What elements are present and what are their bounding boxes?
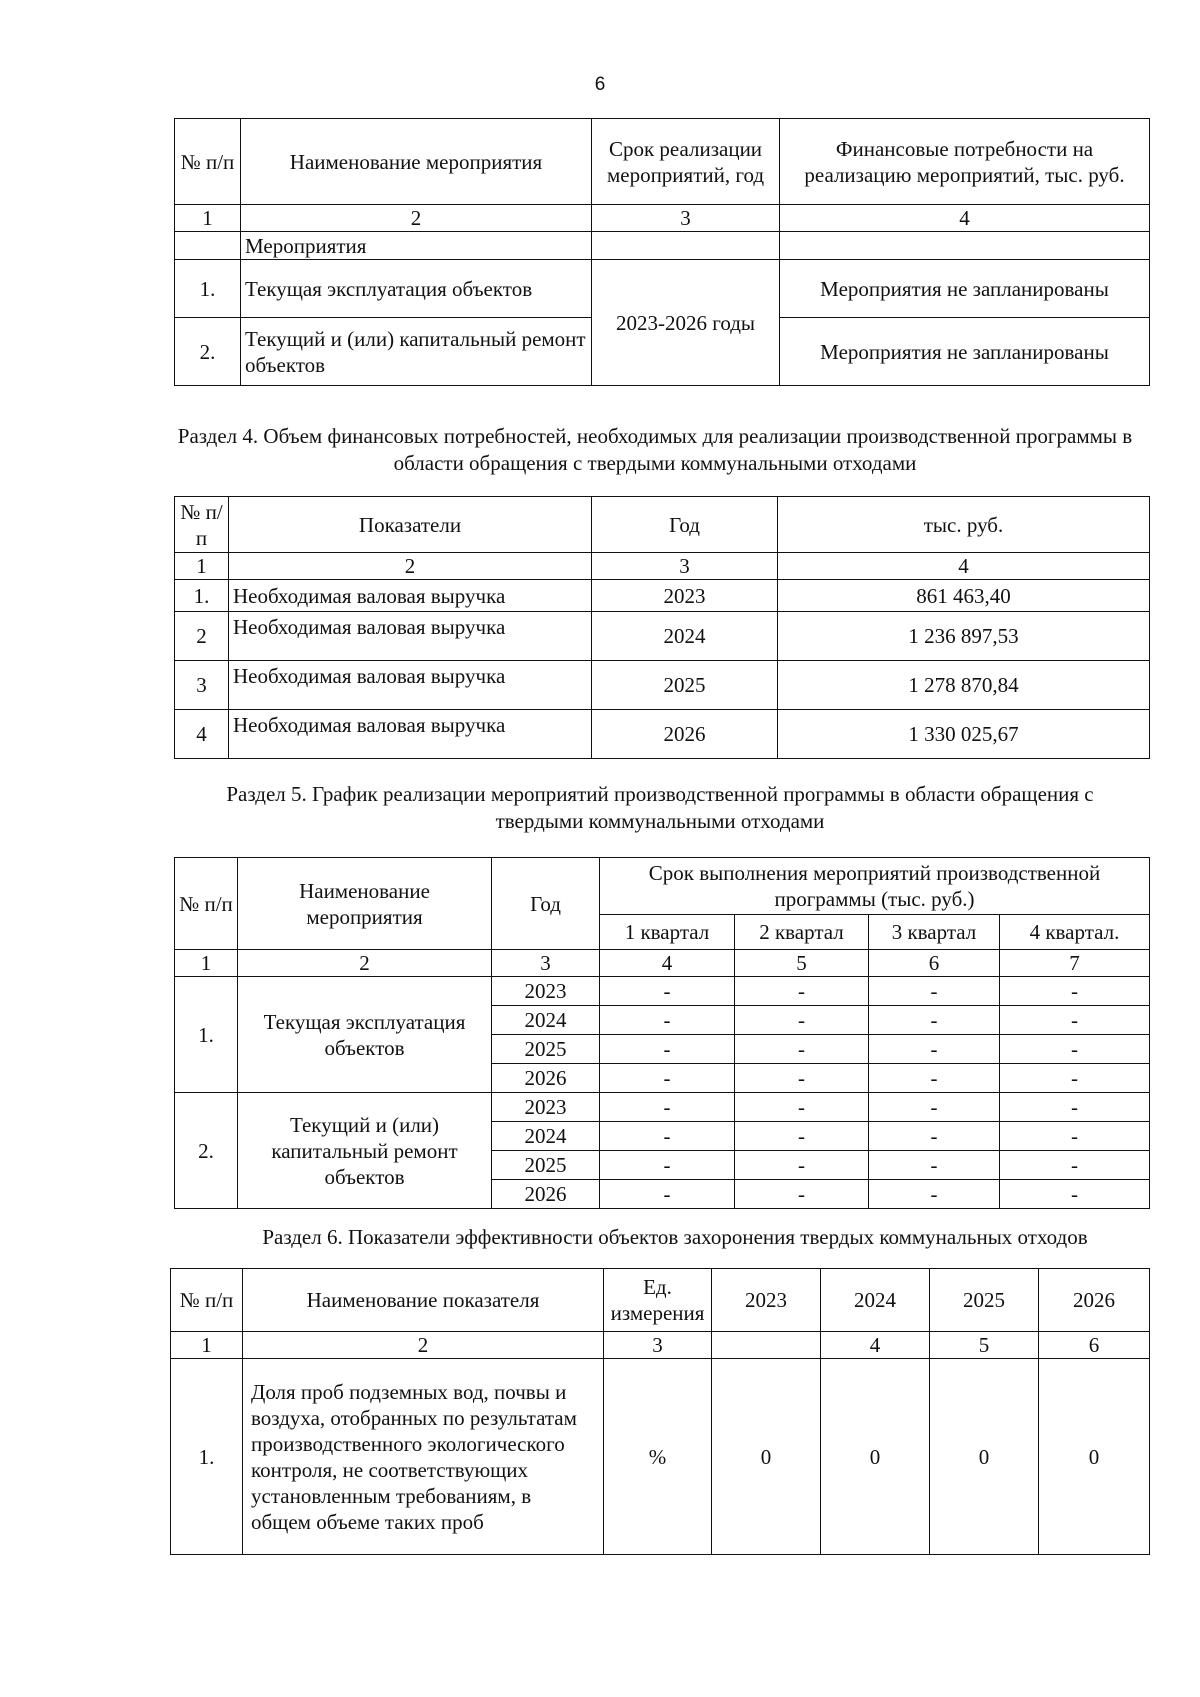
row-year: 2023	[492, 1093, 600, 1122]
row-year: 2026	[492, 1180, 600, 1209]
col-number: 6	[869, 950, 1000, 977]
empty-cell	[780, 232, 1150, 260]
quarter-value: -	[735, 1006, 869, 1035]
header-year: Год	[592, 497, 778, 553]
col-number: 4	[600, 950, 735, 977]
row-num: 3	[175, 661, 229, 710]
col-number: 1	[175, 950, 238, 977]
row-name: Доля проб подземных вод, почвы и воздуха, отобранных по результатам производственного экологического контроля, не соответствующих установленным требованиям, в общем объеме таких проб	[243, 1359, 604, 1555]
row-num: 4	[175, 710, 229, 759]
group-num: 2.	[175, 1093, 238, 1209]
quarter-value: -	[1000, 1180, 1150, 1209]
col-number: 2	[241, 205, 592, 232]
col-number: 5	[930, 1332, 1039, 1359]
quarter-value: -	[869, 1093, 1000, 1122]
table-row	[175, 710, 1150, 759]
empty-cell	[592, 232, 780, 260]
row-num: 2.	[175, 318, 241, 386]
col-number: 1	[175, 553, 229, 580]
schedule-table	[174, 857, 1150, 1209]
row-value: 861 463,40	[778, 580, 1150, 612]
header-num: № п/п	[171, 1269, 243, 1332]
quarter-value: -	[869, 977, 1000, 1006]
row-year: 2026	[492, 1064, 600, 1093]
quarter-value: -	[869, 1064, 1000, 1093]
row-value: 0	[930, 1359, 1039, 1555]
col-number: 4	[821, 1332, 930, 1359]
table-row	[175, 661, 1150, 710]
header-period: Срок выполнения мероприятий производственной программы (тыс. руб.)	[600, 858, 1150, 915]
header-quarter-1: 1 квартал	[600, 915, 735, 950]
row-year: 2026	[592, 710, 778, 759]
row-year: 2024	[492, 1006, 600, 1035]
header-name: Наименование показателя	[243, 1269, 604, 1332]
section-label: Мероприятия	[241, 232, 592, 260]
quarter-value: -	[600, 1180, 735, 1209]
row-value: 1 278 870,84	[778, 661, 1150, 710]
row-indicator: Необходимая валовая выручка	[229, 612, 592, 661]
quarter-value: -	[735, 977, 869, 1006]
col-number: 3	[492, 950, 600, 977]
quarter-value: -	[735, 1180, 869, 1209]
row-value: 0	[821, 1359, 930, 1555]
quarter-value: -	[600, 1064, 735, 1093]
col-number: 4	[778, 553, 1150, 580]
quarter-value: -	[735, 1035, 869, 1064]
efficiency-table	[170, 1268, 1150, 1555]
table-row	[175, 580, 1150, 612]
quarter-value: -	[869, 1180, 1000, 1209]
header-year: 2023	[712, 1269, 821, 1332]
header-indicator: Показатели	[229, 497, 592, 553]
header-name: Наименование мероприятия	[238, 858, 492, 950]
row-name: Текущая эксплуатация объектов	[241, 260, 592, 318]
col-number: 4	[780, 205, 1150, 232]
row-num: 1.	[171, 1359, 243, 1555]
col-number: 6	[1039, 1332, 1150, 1359]
header-unit: Ед. измерения	[604, 1269, 712, 1332]
header-value: тыс. руб.	[778, 497, 1150, 553]
row-value: 1 236 897,53	[778, 612, 1150, 661]
row-year: 2025	[492, 1035, 600, 1064]
financial-needs-table	[174, 496, 1150, 759]
row-value: 0	[712, 1359, 821, 1555]
quarter-value: -	[735, 1064, 869, 1093]
quarter-value: -	[735, 1093, 869, 1122]
quarter-value: -	[600, 1035, 735, 1064]
row-num: 1.	[175, 260, 241, 318]
col-number: 1	[175, 205, 241, 232]
quarter-value: -	[869, 1122, 1000, 1151]
col-number: 5	[735, 950, 869, 977]
group-name: Текущий и (или) капитальный ремонт объектов	[238, 1093, 492, 1209]
section6-title: Раздел 6. Показатели эффективности объектов захоронения твердых коммунальных отходов	[262, 1225, 1088, 1249]
quarter-value: -	[1000, 1122, 1150, 1151]
quarter-value: -	[869, 1151, 1000, 1180]
header-year: 2025	[930, 1269, 1039, 1332]
quarter-value: -	[1000, 1151, 1150, 1180]
page-number: 6	[594, 74, 606, 95]
table-row	[175, 977, 1150, 1006]
quarter-value: -	[735, 1151, 869, 1180]
col-number: 1	[171, 1332, 243, 1359]
col-number: 7	[1000, 950, 1150, 977]
row-year: 2023	[592, 580, 778, 612]
quarter-value: -	[600, 1151, 735, 1180]
row-finance: Мероприятия не запланированы	[780, 318, 1150, 386]
quarter-value: -	[869, 1035, 1000, 1064]
row-indicator: Необходимая валовая выручка	[229, 661, 592, 710]
row-year: 2024	[592, 612, 778, 661]
quarter-value: -	[600, 977, 735, 1006]
quarter-value: -	[1000, 1064, 1150, 1093]
table-row	[175, 612, 1150, 661]
measures-table	[174, 118, 1150, 386]
quarter-value: -	[1000, 977, 1150, 1006]
header-finance: Финансовые потребности на реализацию мероприятий, тыс. руб.	[780, 119, 1150, 205]
col-number: 2	[243, 1332, 604, 1359]
group-num: 1.	[175, 977, 238, 1093]
row-num: 1.	[175, 580, 229, 612]
header-year: Год	[492, 858, 600, 950]
header-year: 2024	[821, 1269, 930, 1332]
empty-cell	[175, 232, 241, 260]
col-number: 2	[238, 950, 492, 977]
header-num: № п/п	[175, 119, 241, 205]
row-indicator: Необходимая валовая выручка	[229, 710, 592, 759]
col-number: 2	[229, 553, 592, 580]
header-year: 2026	[1039, 1269, 1150, 1332]
row-unit: %	[604, 1359, 712, 1555]
table-row	[171, 1359, 1150, 1555]
section5-title: Раздел 5. График реализации мероприятий производственной программы в области обращения с твердыми коммунальными отходами	[226, 782, 1094, 833]
table-row	[175, 260, 1150, 318]
quarter-value: -	[735, 1122, 869, 1151]
row-num: 2	[175, 612, 229, 661]
row-value: 0	[1039, 1359, 1150, 1555]
header-num: № п/п	[175, 858, 238, 950]
row-year: 2024	[492, 1122, 600, 1151]
quarter-value: -	[1000, 1035, 1150, 1064]
header-name: Наименование мероприятия	[241, 119, 592, 205]
header-num: № п/п	[175, 497, 229, 553]
col-number: 3	[592, 205, 780, 232]
row-name: Текущий и (или) капитальный ремонт объектов	[241, 318, 592, 386]
row-indicator: Необходимая валовая выручка	[229, 580, 592, 612]
quarter-value: -	[600, 1122, 735, 1151]
quarter-value: -	[1000, 1093, 1150, 1122]
header-quarter-2: 2 квартал	[735, 915, 869, 950]
header-period: Срок реализации мероприятий, год	[592, 119, 780, 205]
quarter-value: -	[600, 1093, 735, 1122]
row-period: 2023-2026 годы	[592, 260, 780, 386]
quarter-value: -	[869, 1006, 1000, 1035]
row-year: 2025	[592, 661, 778, 710]
row-year: 2025	[492, 1151, 600, 1180]
header-quarter-4: 4 квартал.	[1000, 915, 1150, 950]
col-number	[712, 1332, 821, 1359]
quarter-value: -	[1000, 1006, 1150, 1035]
table-row	[175, 1093, 1150, 1122]
row-year: 2023	[492, 977, 600, 1006]
col-number: 3	[604, 1332, 712, 1359]
row-finance: Мероприятия не запланированы	[780, 260, 1150, 318]
row-value: 1 330 025,67	[778, 710, 1150, 759]
group-name: Текущая эксплуатация объектов	[238, 977, 492, 1093]
col-number: 3	[592, 553, 778, 580]
section4-title: Раздел 4. Объем финансовых потребностей, необходимых для реализации производственной программы в области обращения с твердыми коммунальными отходами	[177, 424, 1133, 475]
quarter-value: -	[600, 1006, 735, 1035]
header-quarter-3: 3 квартал	[869, 915, 1000, 950]
